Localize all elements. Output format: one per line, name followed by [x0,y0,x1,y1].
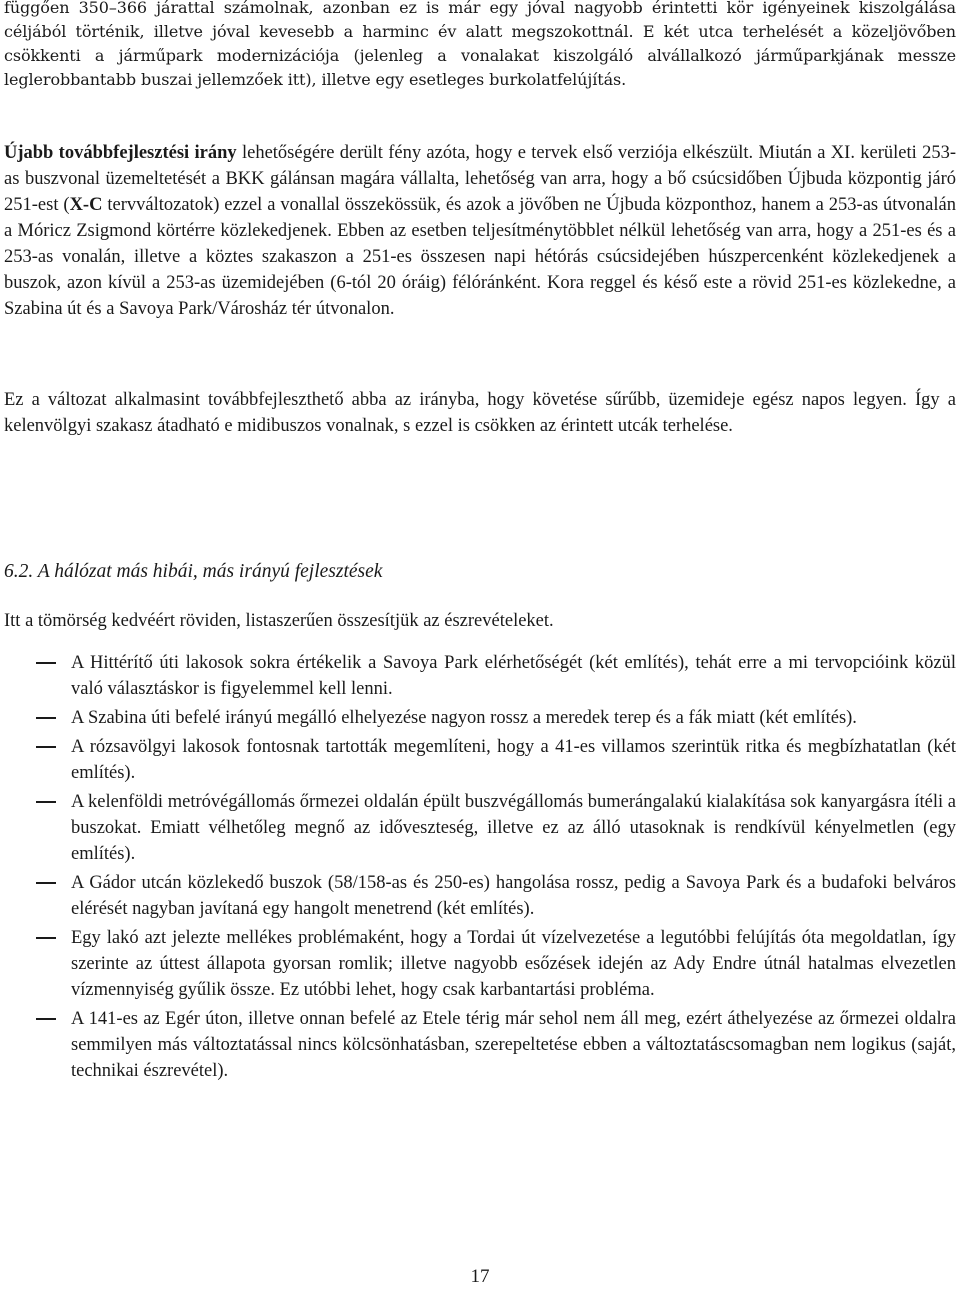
observations-list [4,650,956,1087]
section-heading: 6.2. A hálózat más hibái, más irányú fejlesztések [4,561,383,582]
list-item [4,734,956,786]
paragraph-2-text-b: Miután a XI. kerületi 253-as buszvonal üzemeltetését a BKK gálánsan magára vállalta, lehetőség van arra, hogy a bő csúcsidőben Újbuda központig járó 251-est ( [4,143,957,215]
paragraph-2-text-a: lehetőségére derült fény azóta, hogy e tervek első verziója elkészült. [236,143,754,163]
paragraph-1: függően 350–366 járattal számolnak, azonban ez is már egy jóval nagyobb érintetti kör igényeinek kiszolgálása céljából történik, illetve jóval kevesebb a harminc év alatt megszokottnál. E két utca terhelését a közeljövőben csökkenti a járműpark modernizációja (jelenleg a vonalakat kiszolgáló alvállalkozó járműparkjának messze leglerobbantabb buszai jellemzőek itt), illetve egy esetleges burkolatfelújítás. [4,0,956,89]
paragraph-3: Ez a változat alkalmasint továbbfejleszthető abba az irányba, hogy követése sűrűbb, üzemideje egész napos legyen. Így a kelenvölgyi szakasz átadható e midibuszos vonalnak, s ezzel is csökken az érintett utcák terhelése. [4,390,956,436]
page-number: 17 [470,1266,490,1287]
list-item-text: A 141-es az Egér úton, illetve onnan befelé az Etele térig már sehol nem áll meg, ezért áthelyezése az őrmezei oldalra semmilyen más változtatással nincs kölcsönhatásban, szerepeltetése ebben a változtatáscsomagban nem logikus (saját, technikai észrevétel). [71,1009,956,1081]
list-item [4,705,956,731]
list-item [4,650,956,702]
list-item-text: A Hittérítő úti lakosok sokra értékelik a Savoya Park elérhetőségét (két említés), tehát erre a mi tervopcióink közül való választáskor is figyelemmel kell lenni. [71,653,956,699]
paragraph-2 [4,140,956,322]
list-item-text: A rózsavölgyi lakosok fontosnak tartották megemlíteni, hogy a 41-es villamos szerintük ritka és megbízhatatlan (két említés). [71,737,956,783]
paragraph-2-bold-lead: Újabb továbbfejlesztési irány [4,143,237,163]
list-item [4,925,956,1003]
list-item [4,870,956,922]
list-item-text: Egy lakó azt jelezte mellékes problémaként, hogy a Tordai út vízelvezetése a legutóbbi felújítás óta megoldatlan, így szerinte az úttest állapota gyorsan romlik; illetve nagyobb esőzések idején az Ady Endre útnál hatalmas elvezetlen vízmennyiség gyűlik össze. Ez utóbbi lehet, hogy csak karbantartási probléma. [71,928,956,1000]
intro-paragraph: Itt a tömörség kedvéért röviden, listaszerűen összesítjük az észrevételeket. [4,611,554,631]
list-item-text: A kelenföldi metróvégállomás őrmezei oldalán épült buszvégállomás bumerángalakú kialakítása sok kanyargásra ítéli a buszokat. Emiatt vélhetőleg megnő az időveszteség, illetve ez az álló utasoknak is rendkívül kényelmetlen (egy említés). [71,792,956,864]
paragraph-2-bold-code: X-C [69,195,103,215]
list-item-text: A Szabina úti befelé irányú megálló elhelyezése nagyon rossz a meredek terep és a fák miatt (két említés). [71,708,857,728]
paragraph-2-text-c: tervváltozatok) ezzel a vonallal összekössük, és azok a jövőben ne Újbuda központhoz, hanem a 253-as útvonalán a Móricz Zsigmond körtérre közlekedjenek. Ebben az esetben teljesítménytöbblet nélkül lehetőség van arra, hogy a 251-es és a 253-as vonalán, illetve a köztes szakaszon a 251-es összesen napi hétórás csúcsidejében húszpercenként közlekedjenek a buszok, azon kívül a 253-as üzemidejében (6-tól 20 óráig) félóránként. Kora reggel és késő este a rövid 251-es közlekedne, a Szabina út és a Savoya Park/Városház tér útvonalon. [4,195,956,319]
list-item [4,1006,956,1084]
list-item-text: A Gádor utcán közlekedő buszok (58/158-as és 250-es) hangolása rossz, pedig a Savoya Park és a budafoki belváros elérését nagyban javítaná egy hangolt menetrend (két említés). [71,873,956,919]
list-item [4,789,956,867]
